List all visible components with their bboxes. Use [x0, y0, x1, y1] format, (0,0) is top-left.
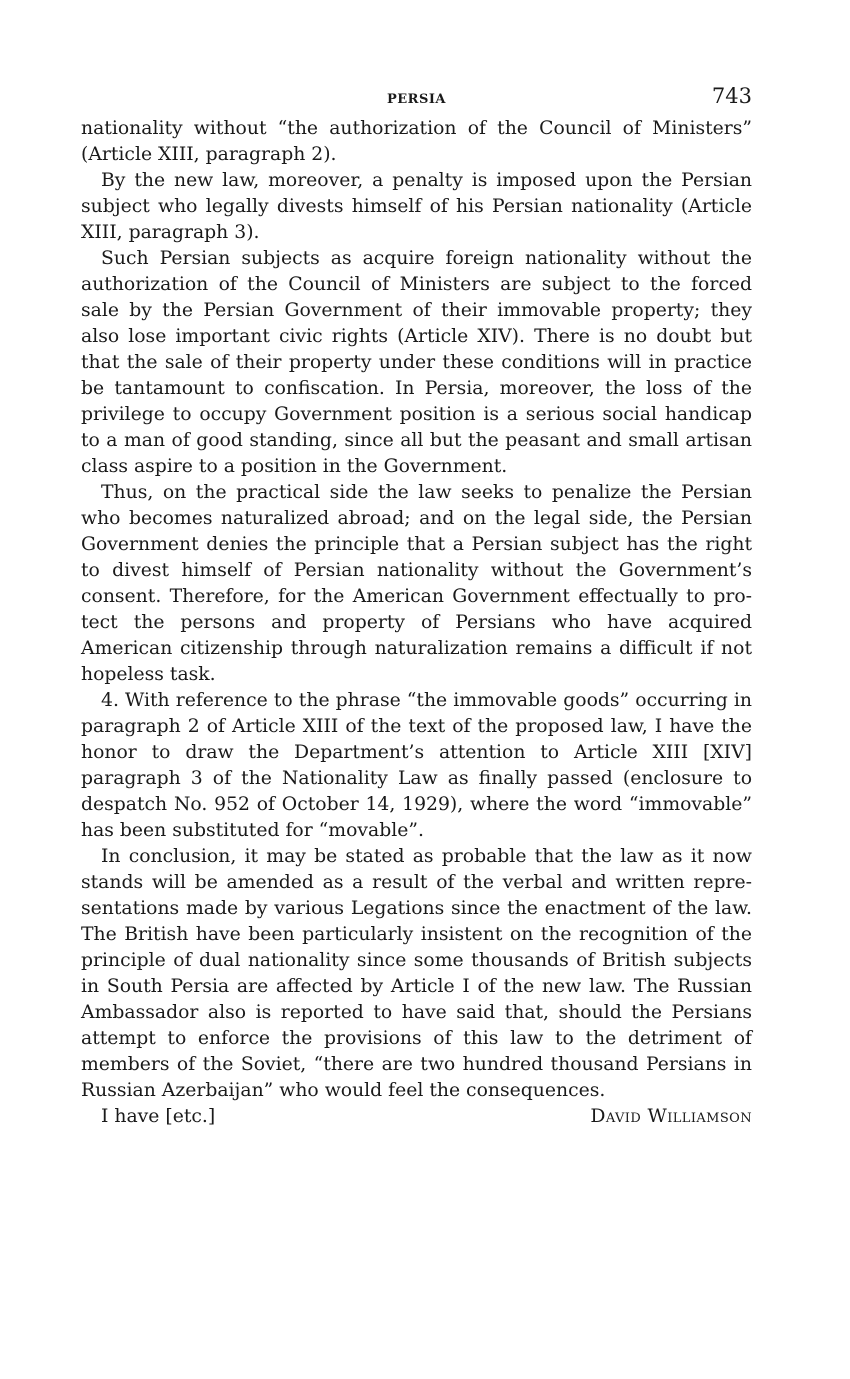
- paragraph-immovable-goods: 4. With reference to the phrase “the immovable goods” occurring in paragraph 2 of Article XIII of the text of the proposed law, I have the honor to draw the Department’s attention to Article XIII [XIV] paragraph 3 of the Nationality Law as finally passed (enclosure to despatch No. 952 of October 14, 1929), where the word “immovable” has been substituted for “movable”.: [81, 690, 752, 841]
- letter-closing: [81, 1104, 752, 1130]
- document-page: [81, 82, 752, 1130]
- paragraph-continuation: nationality without “the authorization of the Council of Ministers” (Article XIII, paragraph 2).: [81, 118, 752, 165]
- body-text: [81, 116, 752, 1104]
- closing-salutation: I have [etc.]: [101, 1106, 216, 1127]
- paragraph-conclusion: In conclusion, it may be stated as probable that the law as it now stands will be amended as a result of the verbal and written representations made by various Legations since the enactment of the law. The British have been particularly insistent on the recognition of the principle of dual nationality since some thousands of British subjects in South Persia are affected by Article I of the new law. The Russian Ambassador also is reported to have said that, should the Persians attempt to enforce the provisions of this law to the detriment of members of the Soviet, “there are two hundred thousand Persians in Russian Azerbaijan” who would feel the consequences.: [81, 846, 752, 1101]
- signature: David Williamson: [590, 1106, 752, 1127]
- paragraph-penalty: By the new law, moreover, a penalty is imposed upon the Persian subject who legally divests himself of his Persian nationality (Article XIII, paragraph 3).: [81, 170, 752, 243]
- paragraph-practical-side: Thus, on the practical side the law seeks to penalize the Persian who becomes naturalized abroad; and on the legal side, the Persian Government denies the principle that a Persian subject has the right to divest himself of Persian nationality without the Government’s consent. Therefore, for the American Government effectually to protect the persons and property of Persians who have acquired American citizenship through naturalization remains a difficult if not hopeless task.: [81, 482, 752, 685]
- page-number: 743: [711, 84, 752, 108]
- paragraph-forced-sale: Such Persian subjects as acquire foreign nationality without the authorization of the Council of Ministers are subject to the forced sale by the Persian Government of their immovable property; they also lose important civic rights (Article XIV). There is no doubt but that the sale of their property under these conditions will in practice be tantamount to confiscation. In Persia, moreover, the loss of the privilege to occupy Government position is a serious social handicap to a man of good standing, since all but the peasant and small artisan class aspire to a position in the Government.: [81, 248, 752, 477]
- running-title: PERSIA: [386, 92, 447, 107]
- running-header: [81, 82, 752, 116]
